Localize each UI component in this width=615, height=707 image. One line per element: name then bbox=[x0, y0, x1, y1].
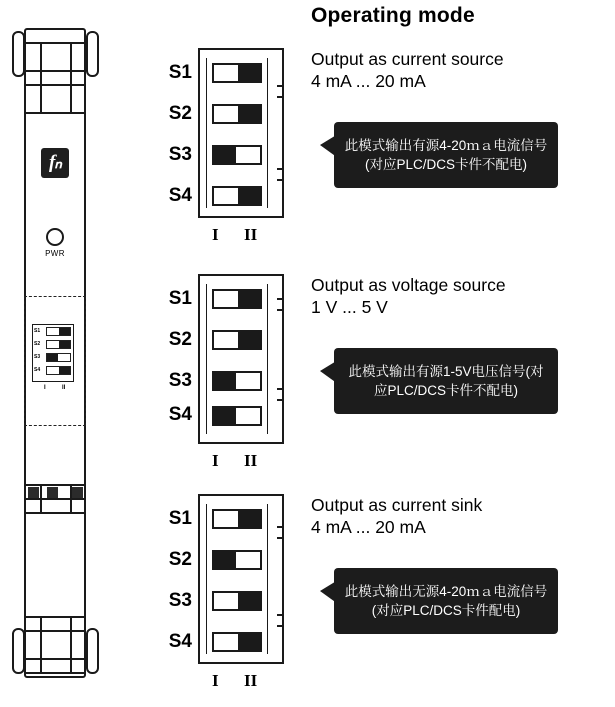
terminal-divider bbox=[40, 42, 42, 112]
mode3-dip-footer-ii: II bbox=[244, 671, 258, 690]
mode2-switch-s4[interactable] bbox=[212, 406, 262, 426]
mode3-dip-switch-block bbox=[198, 494, 284, 664]
switch-knob bbox=[214, 408, 236, 424]
housing-line bbox=[24, 498, 86, 500]
device-switch-s4 bbox=[46, 366, 71, 375]
mode2-title-line1: Output as voltage source bbox=[311, 275, 506, 295]
device-switch-s2 bbox=[46, 340, 71, 349]
manufacturer-logo: fₙ bbox=[41, 148, 69, 178]
mode1-dip-footer-i: I bbox=[212, 225, 219, 244]
mode1-switch-s2[interactable] bbox=[212, 104, 262, 124]
dip-side-notch bbox=[277, 85, 284, 98]
mode2-switch-s2[interactable] bbox=[212, 330, 262, 350]
page-title: Operating mode bbox=[311, 4, 475, 27]
device-dip-switch-block bbox=[32, 324, 74, 382]
mode1-switch-s3[interactable] bbox=[212, 145, 262, 165]
mode2-dip-switch-block bbox=[198, 274, 284, 444]
device-switch-label-s3: S3 bbox=[34, 354, 41, 360]
switch-knob bbox=[238, 511, 260, 527]
mode2-dip-footer-i: I bbox=[212, 451, 219, 470]
mode3-switch-label-s2: S2 bbox=[168, 549, 192, 570]
housing-line bbox=[24, 484, 86, 486]
mode2-switch-label-s3: S3 bbox=[168, 370, 192, 391]
housing-line bbox=[24, 616, 86, 618]
mode3-callout bbox=[320, 568, 558, 634]
device-dip-footer-i: I bbox=[44, 385, 46, 391]
housing-line bbox=[24, 512, 86, 514]
terminal-divider bbox=[70, 42, 72, 112]
dip-side-notch bbox=[277, 298, 284, 311]
mode3-switch-s3[interactable] bbox=[212, 591, 262, 611]
mode2-switch-label-s2: S2 bbox=[168, 329, 192, 350]
switch-knob bbox=[238, 332, 260, 348]
terminal-block bbox=[28, 487, 39, 498]
terminal-block bbox=[72, 487, 83, 498]
device-switch-s1 bbox=[46, 327, 71, 336]
housing-line bbox=[24, 112, 86, 114]
device-illustration bbox=[10, 28, 106, 678]
power-led-indicator bbox=[46, 228, 64, 246]
mode3-title-line2: 4 mA ... 20 mA bbox=[311, 517, 426, 537]
switch-knob bbox=[238, 291, 260, 307]
device-switch-label-s4: S4 bbox=[34, 367, 41, 373]
housing-line bbox=[24, 658, 86, 660]
device-switch-label-s2: S2 bbox=[34, 341, 41, 347]
mode1-callout bbox=[320, 122, 558, 188]
mode1-dip-footer-ii: II bbox=[244, 225, 258, 244]
mode1-switch-label-s4: S4 bbox=[168, 185, 192, 206]
dip-side-notch bbox=[277, 168, 284, 181]
mode1-callout-text: 此模式输出有源4-20ｍａ电流信号(对应PLC/DCS卡件不配电) bbox=[334, 122, 558, 188]
mode3-switch-label-s1: S1 bbox=[168, 508, 192, 529]
mode1-title-line1: Output as current source bbox=[311, 49, 504, 69]
device-mount-ear-bottom-left bbox=[12, 628, 25, 674]
mode2-switch-s1[interactable] bbox=[212, 289, 262, 309]
dip-side-notch bbox=[277, 388, 284, 401]
mode3-switch-s1[interactable] bbox=[212, 509, 262, 529]
switch-knob bbox=[238, 593, 260, 609]
terminal-divider bbox=[40, 616, 42, 672]
switch-knob bbox=[238, 106, 260, 122]
mode1-switch-label-s3: S3 bbox=[168, 144, 192, 165]
mode3-switch-s4[interactable] bbox=[212, 632, 262, 652]
mode1-switch-s1[interactable] bbox=[212, 63, 262, 83]
switch-knob bbox=[238, 634, 260, 650]
mode3-title-line1: Output as current sink bbox=[311, 495, 483, 515]
mode1-dip-switch-block bbox=[198, 48, 284, 218]
housing-line bbox=[24, 630, 86, 632]
switch-knob bbox=[238, 65, 260, 81]
mode1-title-line2: 4 mA ... 20 mA bbox=[311, 71, 426, 91]
mode2-switch-label-s1: S1 bbox=[168, 288, 192, 309]
terminal-divider bbox=[70, 616, 72, 672]
terminal-divider bbox=[40, 484, 42, 512]
mode2-switch-label-s4: S4 bbox=[168, 404, 192, 425]
switch-knob bbox=[214, 552, 236, 568]
device-dip-footer-ii: II bbox=[62, 385, 66, 391]
switch-knob bbox=[238, 188, 260, 204]
mode2-title-line2: 1 V ... 5 V bbox=[311, 297, 388, 317]
mode2-callout bbox=[320, 348, 558, 414]
mode1-switch-label-s1: S1 bbox=[168, 62, 192, 83]
mode3-dip-footer-i: I bbox=[212, 671, 219, 690]
housing-line bbox=[24, 70, 86, 72]
housing-line bbox=[24, 672, 86, 674]
dip-side-notch bbox=[277, 614, 284, 627]
mode3-switch-s2[interactable] bbox=[212, 550, 262, 570]
device-switch-label-s1: S1 bbox=[34, 328, 41, 334]
mode2-callout-text: 此模式输出有源1-5V电压信号(对应PLC/DCS卡件不配电) bbox=[334, 348, 558, 414]
mode2-switch-s3[interactable] bbox=[212, 371, 262, 391]
mode1-switch-s4[interactable] bbox=[212, 186, 262, 206]
housing-line bbox=[24, 42, 86, 44]
mode2-dip-footer-ii: II bbox=[244, 451, 258, 470]
device-mount-ear-top-right bbox=[86, 31, 99, 77]
dip-side-notch bbox=[277, 526, 284, 539]
switch-knob bbox=[214, 373, 236, 389]
power-led-label: PWR bbox=[45, 249, 65, 258]
mode3-callout-text: 此模式输出无源4-20ｍａ电流信号(对应PLC/DCS卡件配电) bbox=[334, 568, 558, 634]
switch-knob bbox=[214, 147, 236, 163]
device-mount-ear-bottom-right bbox=[86, 628, 99, 674]
mode1-switch-label-s2: S2 bbox=[168, 103, 192, 124]
mode3-switch-label-s4: S4 bbox=[168, 631, 192, 652]
terminal-block bbox=[47, 487, 58, 498]
device-switch-s3 bbox=[46, 353, 71, 362]
mode3-switch-label-s3: S3 bbox=[168, 590, 192, 611]
housing-line bbox=[24, 84, 86, 86]
